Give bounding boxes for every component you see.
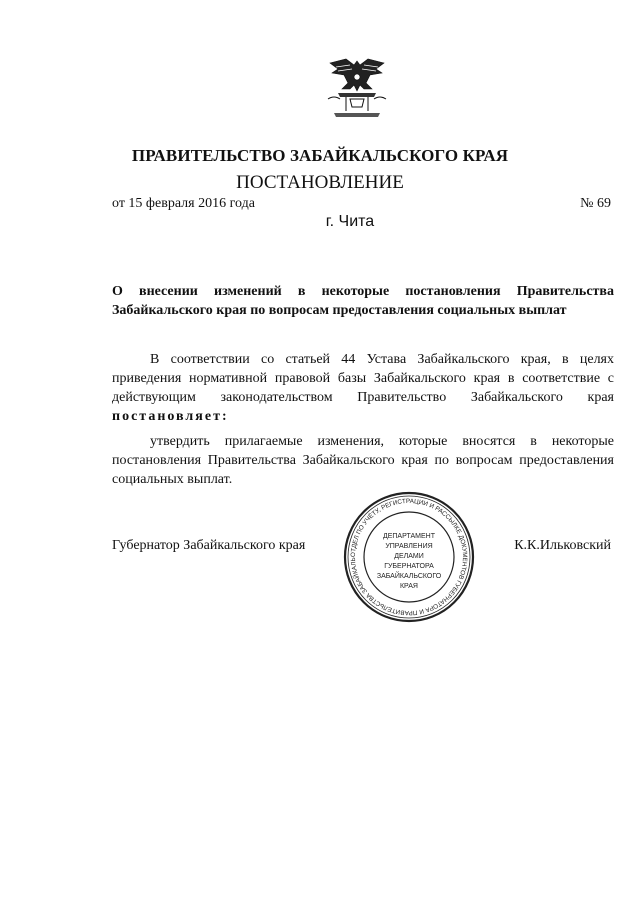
paragraph-1-text: В соответствии со статьей 44 Устава Забайкальского края, в целях приведения нормативной правовой базы Забайкальского края в соответствие с действующим законодательством Правительство Забайкальского края — [112, 352, 614, 405]
signer-name: К.К.Ильковский — [514, 538, 611, 553]
document-subject: О внесении изменений в некоторые постановления Правительства Забайкальского края по вопросам предоставления социальных выплат — [112, 284, 614, 318]
body-paragraph-1 — [112, 350, 614, 426]
eagle-coat-of-arms-icon — [326, 55, 388, 121]
document-date: от 15 февраля 2016 года — [112, 196, 255, 211]
signer-position: Губернатор Забайкальского края — [112, 538, 306, 553]
seal-outer-text: ОТДЕЛ ПО УЧЁТУ, РЕГИСТРАЦИИ И РАССЫЛКЕ ДОКУМЕНТОВ ГУБЕРНАТОРА И ПРАВИТЕЛЬСТВА ЗАБАЙКАЛЬ — [349, 497, 469, 617]
official-round-stamp-icon — [342, 490, 476, 624]
document-city: г. Чита — [325, 213, 375, 230]
seal-line-2: УПРАВЛЕНИЯ — [385, 543, 433, 550]
body-paragraph-2: утвердить прилагаемые изменения, которые вносятся в некоторые постановления Правительства Забайкальского края по вопросам предоставления социальных выплат. — [112, 434, 614, 487]
seal-line-1: ДЕПАРТАМЕНТ — [382, 533, 436, 540]
decides-keyword: постановляет: — [112, 409, 229, 424]
seal-line-4: ГУБЕРНАТОРА — [384, 563, 434, 570]
seal-line-3: ДЕЛАМИ — [394, 553, 424, 560]
document-number: № 69 — [580, 196, 611, 211]
seal-line-5: ЗАБАЙКАЛЬСКОГО — [376, 573, 442, 580]
seal-line-6: КРАЯ — [399, 583, 419, 590]
document-type: ПОСТАНОВЛЕНИЕ — [236, 172, 404, 193]
government-title: ПРАВИТЕЛЬСТВО ЗАБАЙКАЛЬСКОГО КРАЯ — [131, 146, 509, 165]
